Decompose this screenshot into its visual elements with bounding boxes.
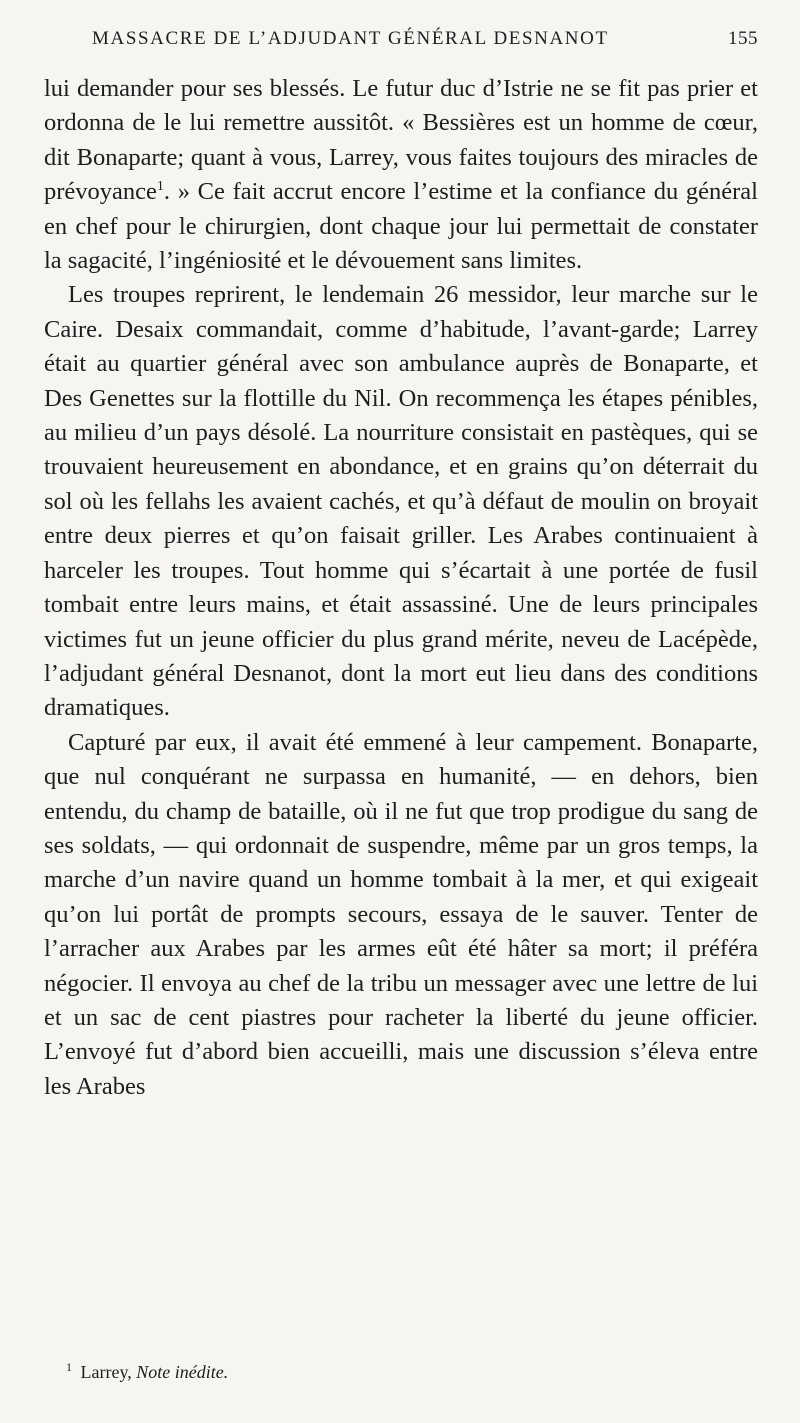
paragraph-2: Les troupes reprirent, le lendemain 26 messidor, leur marche sur le Caire. Desaix commandait, comme d’habitude, l’avant-garde; Larrey était au quartier général avec son ambulance auprès de Bonaparte, et Des Genettes sur la flottille du Nil. On recommença les étapes pénibles, au milieu d’un pays désolé. La nourriture consistait en pastèques, qui se trouvaient heureusement en abondance, et en grains qu’on déterrait du sol où les fellahs les avaient cachés, et qu’à défaut de moulin on broyait entre deux pierres et qu’on faisait griller. Les Arabes continuaient à harceler les troupes. Tout homme qui s’écartait à une portée de fusil tombait entre leurs mains, et était assassiné. Une de leurs principales victimes fut un jeune officier du plus grand mérite, neveu de Lacépède, l’adjudant général Desnanot, dont la mort eut lieu dans des conditions dramatiques.	[44, 281, 758, 722]
footnote-reference: 1	[156, 179, 164, 195]
body-text	[44, 72, 758, 1104]
running-head	[44, 28, 758, 64]
paragraph-1	[44, 72, 758, 278]
footnote-note: Note inédite.	[136, 1362, 229, 1382]
paragraph-1-text: lui demander pour ses blessés. Le futur duc d’Istrie ne se fit pas prier et ordonna de le lui remettre aussitôt. « Bessières est un homme de cœur, dit Bonaparte; quant à vous, Larrey, vous faites toujours des miracles de prévoyance	[44, 75, 758, 206]
paragraph-3: Capturé par eux, il avait été emmené à leur campement. Bonaparte, que nul conquérant ne surpassa en humanité, — en dehors, bien entendu, du champ de bataille, où il ne fut que trop prodigue du sang de ses soldats, — qui ordonnait de suspendre, même par un gros temps, la marche d’un navire quand un homme tombait à la mer, et qui exigeait qu’on lui portât de prompts secours, essaya de le sauver. Tenter de l’arracher aux Arabes par les armes eût été hâter sa mort; il préféra négocier. Il envoya au chef de la tribu un messager avec une lettre de lui et un sac de cent piastres pour racheter la liberté du jeune officier. L’envoyé fut d’abord bien accueilli, mais une discussion s’éleva entre les Arabes	[44, 728, 758, 1100]
page-number: 155	[728, 28, 758, 49]
footnote-number: 1	[66, 1360, 72, 1374]
footnote	[66, 1362, 228, 1383]
footnote-author: Larrey,	[80, 1362, 132, 1382]
paragraph-1-text-after: . » Ce fait accrut encore l’estime et la confiance du général en chef pour le chirurgien, dont chaque jour lui permettait de constater la sagacité, l’ingéniosité et le dévouement sans limites.	[44, 178, 758, 275]
running-head-title: MASSACRE DE L’ADJUDANT GÉNÉRAL DESNANOT	[92, 28, 609, 49]
